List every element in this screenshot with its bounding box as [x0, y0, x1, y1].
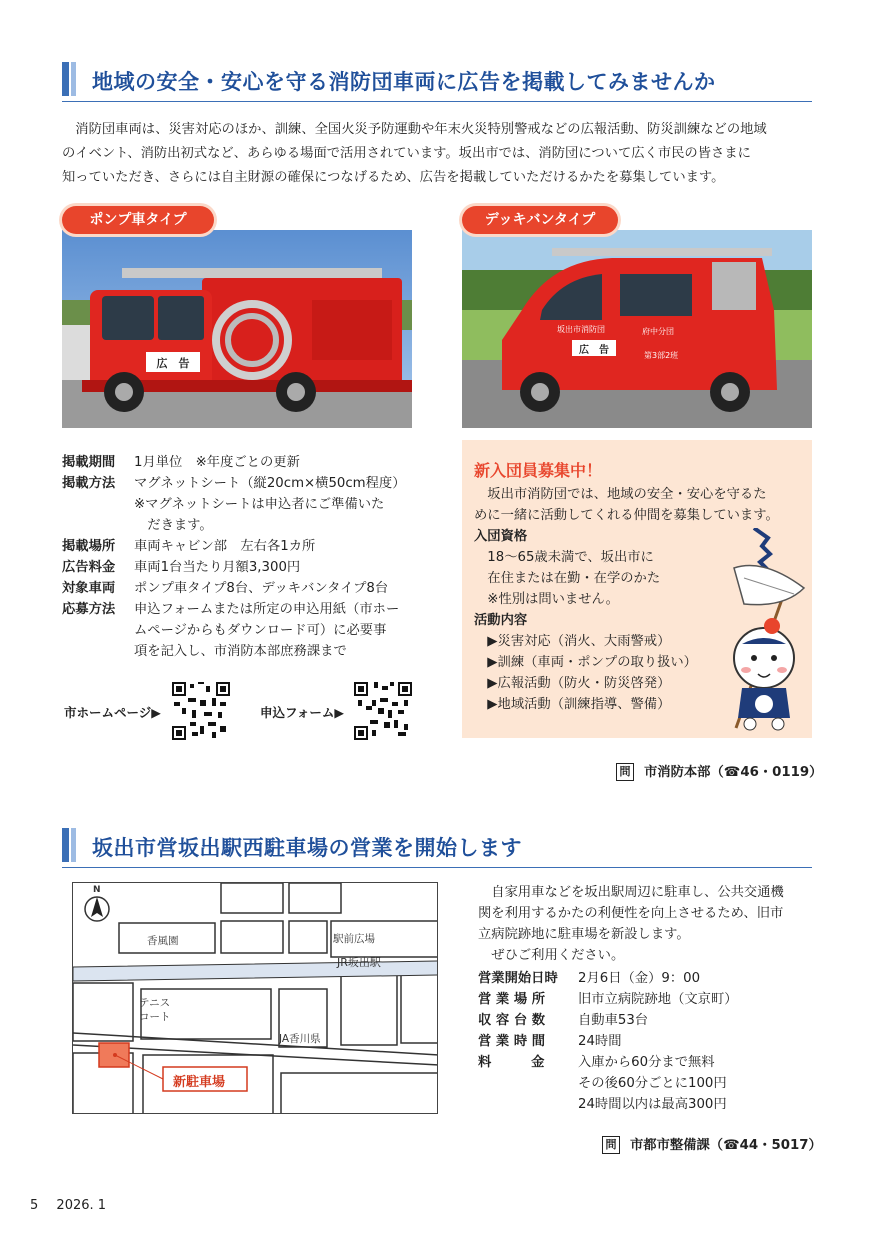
- parking-detail-row: [478, 968, 700, 989]
- qr-code-home[interactable]: [172, 682, 230, 740]
- detail-value: 自動車53台: [578, 1013, 649, 1028]
- detail-row: [62, 557, 300, 578]
- parking-map: [72, 882, 438, 1114]
- detail-value: 項を記入し、市消防本部庶務課まで: [134, 644, 347, 659]
- contact-text: 市消防本部（☎46・0119）: [644, 765, 823, 780]
- map-label-ja: JA香川県: [279, 1033, 321, 1045]
- intro-line: 消防団車両は、災害対応のほか、訓練、全国火災予防運動や年末火災特別警戒などの広報活動、防災訓練などの地域: [62, 122, 767, 137]
- section1-contact: [616, 761, 822, 781]
- detail-value: ムページからもダウンロード可）に必要事: [134, 623, 387, 638]
- section2-intro: [478, 882, 818, 966]
- contact-text: 市都市整備課（☎44・5017）: [630, 1138, 822, 1153]
- detail-key: 掲載方法: [62, 476, 116, 491]
- recruit-line: めに一緒に活動してくれる仲間を募集しています。: [474, 508, 779, 523]
- detail-value: 車両1台当たり月額3,300円: [134, 560, 301, 575]
- detail-value: 24時間以内は最高300円: [578, 1097, 727, 1112]
- pump-truck-photo: [62, 230, 412, 428]
- recruit-line: ▶広報活動（防火・防災啓発）: [474, 676, 671, 691]
- detail-key: 対象車両: [62, 581, 116, 596]
- map-label-tennis: コート: [139, 1011, 171, 1023]
- detail-key: 料 金: [478, 1055, 545, 1070]
- intro-line: 自家用車などを坂出駅周辺に駐車し、公共交通機: [478, 885, 784, 900]
- map-label-jr-station: JR坂出駅: [337, 956, 381, 969]
- detail-key: 営 業 場 所: [478, 992, 546, 1007]
- intro-line: ぜひご利用ください。: [478, 948, 625, 963]
- detail-key: 掲載場所: [62, 539, 116, 554]
- qr-form-label: 申込フォーム▶: [260, 705, 344, 720]
- recruit-box: [462, 440, 812, 738]
- map-label-tennis: テニス: [139, 997, 171, 1009]
- detail-row: [62, 494, 384, 515]
- detail-row: [62, 578, 388, 599]
- recruit-subhead: 入団資格: [474, 529, 528, 544]
- section1-intro: [62, 118, 822, 190]
- deck-door-text: 第3部2班: [644, 351, 679, 360]
- qr-home-label: 市ホームページ▶: [64, 705, 161, 720]
- intro-line: 立病院跡地に駐車場を新設します。: [478, 927, 690, 942]
- heading-bar-light: [71, 828, 76, 862]
- heading-bar: [62, 62, 69, 96]
- detail-key: 営 業 時 間: [478, 1034, 546, 1049]
- map-label-ekimae: 駅前広場: [333, 933, 375, 945]
- recruit-title: 新入団員募集中！: [474, 461, 603, 480]
- detail-value: 申込フォームまたは所定の申込用紙（市ホー: [134, 602, 400, 617]
- ad-sign: 広 告: [579, 345, 609, 356]
- north-label: N: [93, 885, 101, 895]
- recruit-line: ※性別は問いません。: [474, 592, 619, 607]
- inquiry-icon: 問: [616, 763, 634, 781]
- detail-row: [62, 620, 386, 641]
- recruit-subhead: 活動内容: [474, 613, 528, 628]
- detail-value: 旧市立病院跡地（文京町）: [578, 992, 738, 1007]
- page-footer: [30, 1198, 106, 1213]
- section2-title: 坂出市営坂出駅西駐車場の営業を開始します: [92, 836, 522, 860]
- recruit-line: 在住または在勤・在学のかた: [474, 571, 661, 586]
- intro-line: 知っていただき、さらには自主財源の確保につなげるため、広告を掲載していただけるかたを募集しています。: [62, 170, 725, 185]
- detail-row: [62, 536, 315, 557]
- detail-value: ポンプ車タイプ8台、デッキバンタイプ8台: [134, 581, 389, 596]
- detail-value: 1月単位 ※年度ごとの更新: [134, 455, 300, 470]
- detail-row: [62, 641, 347, 662]
- intro-line: のイベント、消防出初式など、あらゆる場面で活用されています。坂出市では、消防団について広く市民の皆さまに: [62, 146, 751, 161]
- map-label-new-parking: 新駐車場: [173, 1075, 226, 1090]
- section1-title: 地域の安全・安心を守る消防団車両に広告を掲載してみませんか: [92, 70, 716, 94]
- deck-van-photo: [462, 230, 812, 428]
- parking-detail-row: [478, 1010, 648, 1031]
- recruit-line: 坂出市消防団では、地域の安全・安心を守るた: [474, 487, 767, 502]
- recruit-line: 18～65歳未満で、坂出市に: [474, 550, 654, 565]
- recruit-line: ▶災害対応（消火、大雨警戒）: [474, 634, 671, 649]
- detail-key: 掲載期間: [62, 455, 116, 470]
- parking-detail-row: [478, 1052, 715, 1073]
- section2-contact: [602, 1134, 822, 1154]
- parking-detail-row: [478, 989, 738, 1010]
- recruit-line: ▶地域活動（訓練指導、警備）: [474, 697, 671, 712]
- deck-door-text: 府中分団: [642, 327, 674, 336]
- parking-detail-row: [478, 1031, 622, 1052]
- detail-value: 入庫から60分まで無料: [578, 1055, 715, 1070]
- inquiry-icon: 問: [602, 1136, 620, 1154]
- section1-heading: [62, 62, 812, 102]
- detail-key: 収 容 台 数: [478, 1013, 546, 1028]
- detail-row: [62, 473, 406, 494]
- detail-value: その後60分ごとに100円: [578, 1076, 727, 1091]
- detail-row: [62, 452, 300, 473]
- ad-sign: 広 告: [156, 357, 190, 370]
- recruit-line: ▶訓練（車両・ポンプの取り扱い）: [474, 655, 697, 670]
- detail-key: 応募方法: [62, 602, 116, 617]
- page-number: 5: [30, 1198, 39, 1213]
- detail-value: ※マグネットシートは申込者にご準備いた: [134, 497, 385, 512]
- heading-bar: [62, 828, 69, 862]
- parking-detail-row: [478, 1094, 727, 1115]
- detail-value: 2月6日（金）9：00: [578, 971, 701, 986]
- heading-bar-light: [71, 62, 76, 96]
- mascot-illustration: [724, 528, 810, 733]
- detail-value: 24時間: [578, 1034, 622, 1049]
- issue-date: 2026. 1: [56, 1198, 107, 1213]
- detail-key: 広告料金: [62, 560, 116, 575]
- detail-row: [62, 599, 399, 620]
- detail-value: だきます。: [134, 518, 213, 533]
- detail-row: [62, 515, 213, 536]
- detail-key: 営業開始日時: [478, 971, 558, 986]
- section2-heading: [62, 828, 812, 868]
- parking-detail-row: [478, 1073, 727, 1094]
- detail-value: マグネットシート（縦20cm×横50cm程度）: [134, 476, 406, 491]
- deck-type-label: デッキバンタイプ: [462, 206, 618, 234]
- intro-line: 関を利用するかたの利便性を向上させるため、旧市: [478, 906, 784, 921]
- deck-door-text: 坂出市消防団: [557, 325, 605, 334]
- map-label-kofuen: 香風園: [147, 935, 179, 947]
- pump-type-label: ポンプ車タイプ: [62, 206, 214, 234]
- detail-value: 車両キャビン部 左右各1カ所: [134, 539, 316, 554]
- qr-code-form[interactable]: [354, 682, 412, 740]
